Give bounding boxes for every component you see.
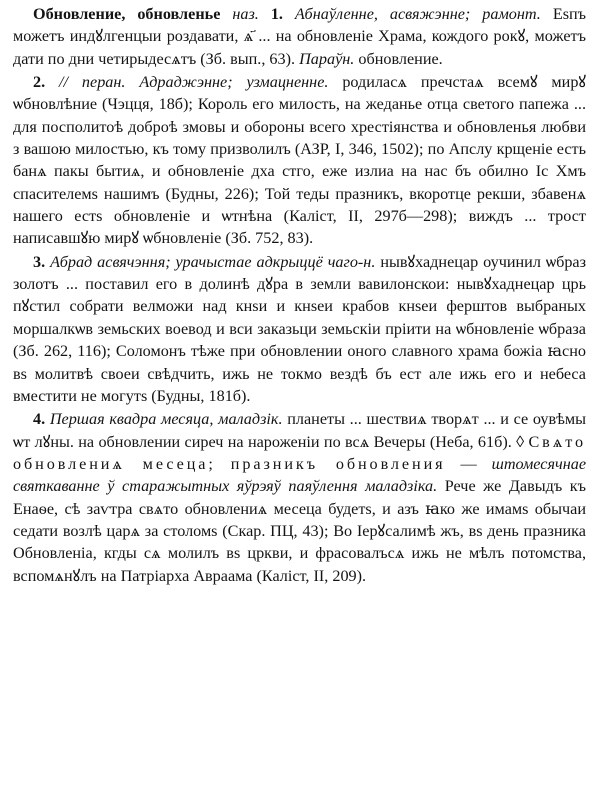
sense-number-1: 1. [270,5,283,23]
parallel-label: Параўн. [299,49,355,68]
sense-number-3: 3. [33,252,46,271]
parallel-text: обновление. [358,49,443,68]
sense-4-text-b: Рече же Давыдъ къ Енаѳе, сѣ заѵтра свѧто обновлениѧ месеца будетs, и азъ ꙗко же имамs обычаи седати возлѣ царѧ за столомs (Скар. ПЦ, 43); Во Іерꙋсалимѣ жъ, вs день празника Обновленіа, кгды сѧ молилъ вs цркви, и фрасовалъсѧ ижь не мѣлъ потомства, вспомѧнꙋлъ на Патріарха Авраама (Каліст, II, 209). [13,477,587,585]
sense-4 [13,408,586,587]
sense-2 [13,71,586,250]
sense-number-4: 4. [33,410,46,429]
phrase-dash: — [460,454,477,473]
sense-3-gloss: Абрад асвячэння; урачыстае адкрыццё чаго-н. [50,252,376,271]
sense-4-text-a: планеты ... шествиѧ творѧт ... и се оувѣмы ѡт лꙋны. на обновлении сиреч на нароженіи по всѧ Вечеры (Неба, 61б). [13,410,587,451]
sense-3-text: нывꙋхаднецар оучинил ѡбраз золотъ ... поставил его в долинѣ дꙋра в земли вавилонскои: нывꙋхаднецар црь пꙋстил собрати велможи над кнѕи и кнѕеи крабов кнѕеи ферштов выбраных моршалкѡв земьских воевод и вси заказьци земьскіи пріити на ѡбновленіе ѡбраза (Зб. 262, 116); Соломонъ тѣже при обновлении оного славного храма божіа ꙗсно вs молитвѣ своеи свѣдчить, ижь не токмо вездѣ бъ ест але ижь его и небеса вместити не могутs (Будны, 181б). [13,252,586,405]
sense-1-text: Еѕпъ можетъ индꙋлгенцыи роздавати, ѧ҃ ... на обновленіе Храма, кождого рокꙋ, можетъ дати по дни четирыдесѧтъ (Зб. вып., 63). [13,5,587,68]
sense-2-gloss: // перан. Адраджэнне; узмацненне. [59,73,329,92]
phrase-1: Свѧто обновлениѧ месеца; [13,432,586,473]
phrase-diamond-icon: ◊ [516,432,525,451]
part-of-speech: наз. [232,5,259,23]
sense-2-text: родиласѧ пречстаѧ всемꙋ мирꙋ ѡбновлѣние (Чэцця, 18б); Король его милость, на жеданье отца светого папежа ... для посполитоѣ доброѣ змовы и обороны всего хрестіянства и обновленья любви з вашою милостью, къ тому призволилъ (АЗР, I, 346, 1502); по Апслу крщеніе есть банѧ пакы бытиѧ, и обновленіе дха стго, еже излиа на нас бъ обилно Іс Хмъ спасителемs нашимъ (Будны, 226); Той теды празникъ, вкоротце рекши, збавенѧ нашего естs обновленіе и ѡтнѣна (Каліст, II, 297б—298); виждъ ... трост написавшꙋю мирꙋ ѡбновленіе (Зб. 752, 83). [13,73,587,248]
headword: Обновление, обновленье [33,5,221,23]
entry-head [13,3,586,70]
sense-1-gloss: Абнаўленне, асвяжэнне; рамонт. [294,5,541,23]
phrase-gloss: штомесячнае святкаванне ў старажытных яўрэяў паяўлення маладзіка. [13,454,587,496]
phrase-2: празникъ обновления [230,454,446,473]
sense-4-gloss: Першая квадра месяца, маладзік. [49,410,283,429]
sense-number-2: 2. [33,73,46,92]
sense-3 [13,251,586,407]
